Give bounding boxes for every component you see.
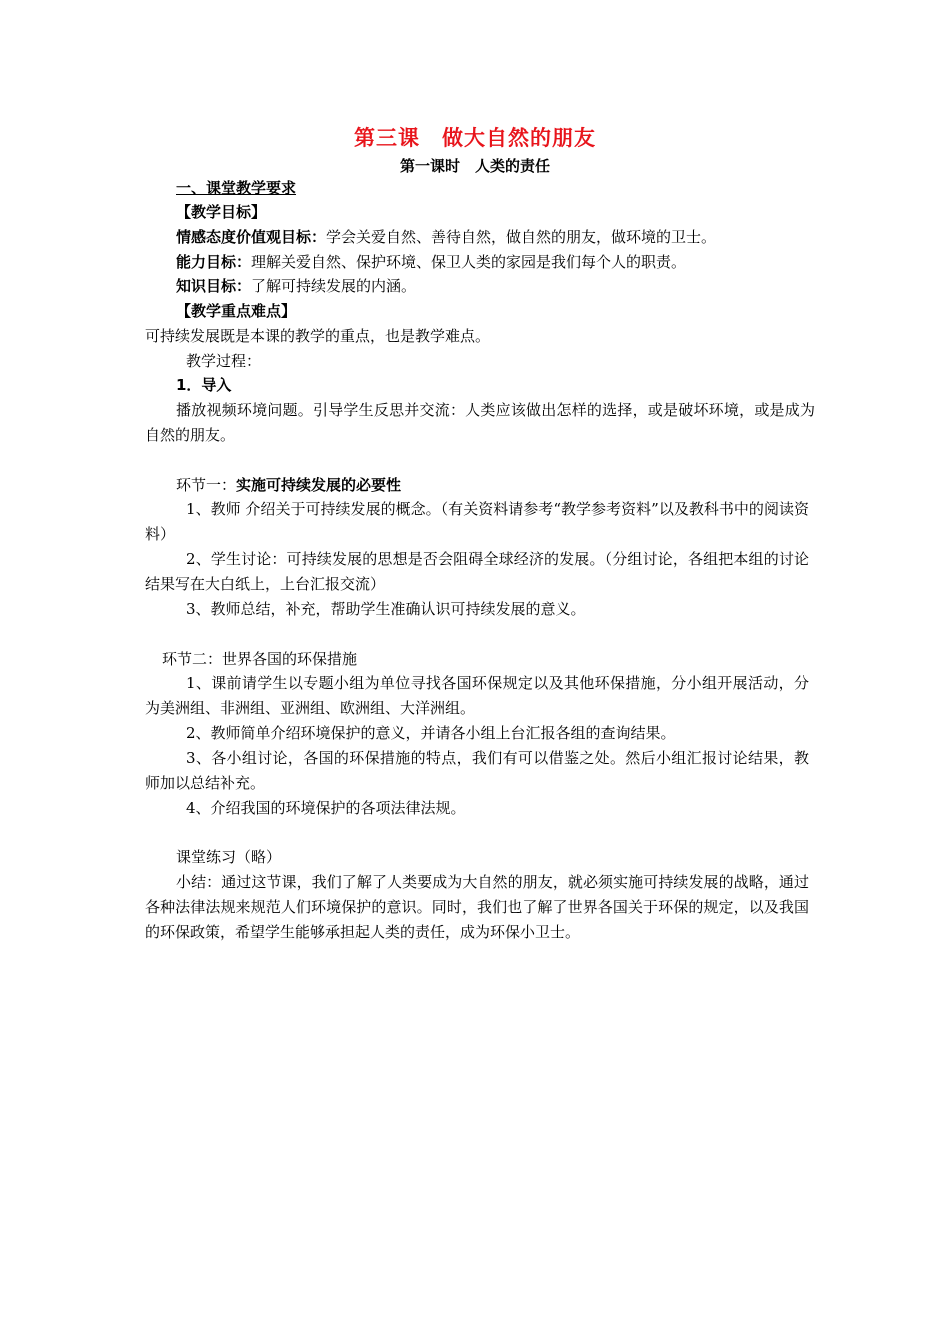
ability-goal-label: 能力目标： — [176, 253, 252, 271]
key-points-heading: 【教学重点难点】 — [176, 302, 297, 320]
step1-item1: 1、教师 介绍关于可持续发展的概念。（有关资料请参考“教学参考资料”以及教科书中的阅读资料） — [145, 500, 809, 543]
step2-item3: 3、各小组讨论，各国的环保措施的特点，我们有可以借鉴之处。然后小组汇报讨论结果，教师加以总结补充。 — [145, 749, 809, 792]
step2-item4: 4、介绍我国的环境保护的各项法律法规。 — [186, 799, 466, 817]
ability-goal-text: 理解关爱自然、保护环境、保卫人类的家园是我们每个人的职责。 — [251, 253, 687, 271]
step2-item2: 2、教师简单介绍环境保护的意义，并请各小组上台汇报各组的查询结果。 — [186, 724, 676, 742]
goals-heading: 【教学目标】 — [176, 203, 267, 221]
knowledge-goal-label: 知识目标： — [176, 277, 252, 295]
step2-title: 环节二：世界各国的环保措施 — [162, 650, 358, 668]
step1-item3: 3、教师总结，补充，帮助学生准确认识可持续发展的意义。 — [186, 600, 586, 618]
step1-prefix: 环节一： — [176, 476, 237, 494]
key-points-text: 可持续发展既是本课的教学的重点，也是教学难点。 — [145, 327, 491, 345]
intro-heading: 1．导入 — [176, 376, 232, 394]
emotion-goal-label: 情感态度价值观目标： — [176, 228, 327, 246]
lesson-subtitle: 第一课时 人类的责任 — [399, 157, 550, 175]
process-heading: 教学过程： — [186, 352, 262, 370]
lesson-title: 第三课 做大自然的朋友 — [354, 126, 596, 150]
emotion-goal — [176, 225, 716, 249]
step2-item1: 1、课前请学生以专题小组为单位寻找各国环保规定以及其他环保措施，分小组开展活动，分为美洲组、非洲组、亚洲组、欧洲组、大洋洲组。 — [145, 674, 809, 717]
emotion-goal-text: 学会关爱自然、善待自然，做自然的朋友，做环境的卫士。 — [326, 228, 717, 246]
summary-text: 小结：通过这节课，我们了解了人类要成为大自然的朋友，就必须实施可持续发展的战略，通过各种法律法规来规范人们环境保护的意识。同时，我们也了解了世界各国关于环保的规定，以及我国的环保政策，希望学生能够承担起人类的责任，成为环保小卫士。 — [145, 873, 809, 941]
exercise-line: 课堂练习（略） — [176, 848, 282, 866]
step1-heading — [176, 473, 401, 497]
knowledge-goal — [176, 274, 416, 298]
step1-item2: 2、学生讨论：可持续发展的思想是否会阻碍全球经济的发展。（分组讨论，各组把本组的讨论结果写在大白纸上，上台汇报交流） — [145, 550, 809, 593]
step1-title: 实施可持续发展的必要性 — [236, 476, 402, 494]
intro-text: 播放视频环境问题。引导学生反思并交流：人类应该做出怎样的选择，或是破坏环境，或是成为自然的朋友。 — [145, 401, 815, 444]
knowledge-goal-text: 了解可持续发展的内涵。 — [251, 277, 417, 295]
section-heading-requirements: 一、课堂教学要求 — [176, 179, 297, 197]
ability-goal — [176, 250, 686, 274]
